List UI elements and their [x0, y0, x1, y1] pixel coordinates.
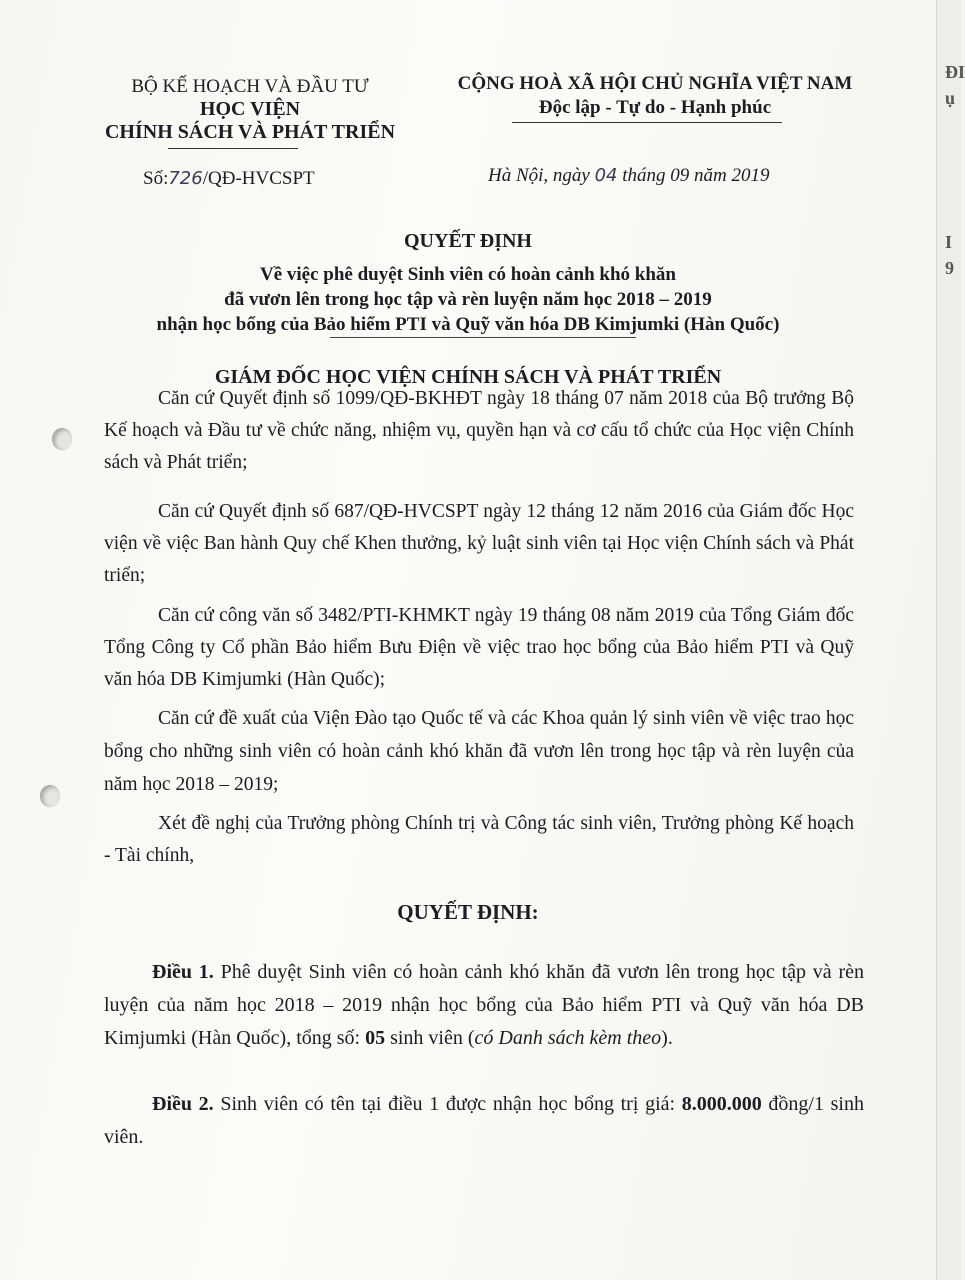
article-2: Điều 2. Sinh viên có tên tại điều 1 được nhận học bổng trị giá: 8.000.000 đồng/1 sinh viên. [104, 1093, 864, 1148]
scholarship-amount: 8.000.000 [681, 1093, 762, 1115]
subject-underline [330, 337, 636, 338]
preamble-paragraph: Căn cứ đề xuất của Viện Đào tạo Quốc tế và các Khoa quản lý sinh viên về việc trao học bổng cho những sinh viên có hoàn cảnh khó khăn đã vươn lên trong học tập và rèn luyện của năm học 2018 – 2019; [104, 708, 854, 795]
preamble-paragraph: Căn cứ Quyết định số 1099/QĐ-BKHĐT ngày 18 tháng 07 năm 2018 của Bộ trưởng Bộ Kế hoạch và Đầu tư về chức năng, nhiệm vụ, quyền hạn và cơ cấu tổ chức của Học viện Chính sách và Phát triển; [104, 388, 854, 473]
article-1: Điều 1. Phê duyệt Sinh viên có hoàn cảnh khó khăn đã vươn lên trong học tập và rèn luyện của năm học 2018 – 2019 nhận học bổng của Bảo hiểm PTI và Quỹ văn hóa DB Kimjumki (Hàn Quốc), tổng số: 05 sinh viên (có Danh sách kèm theo). [104, 961, 865, 1049]
preamble-paragraph: Căn cứ Quyết định số 687/QĐ-HVCSPT ngày 12 tháng 12 năm 2016 của Giám đốc Học viện về việc Ban hành Quy chế Khen thưởng, kỷ luật sinh viên tại Học viện Chính sách và Phát triển; [104, 501, 854, 586]
institute-name-line2: CHÍNH SÁCH VÀ PHÁT TRIỂN [104, 121, 396, 143]
next-page-fragment: 9 [945, 258, 954, 278]
issuer-block [60, 75, 440, 144]
article-1-label: Điều 1. [152, 961, 214, 983]
document-number: Số:726/QĐ-HVCSPT [143, 168, 315, 189]
ministry-name: BỘ KẾ HOẠCH VÀ ĐẦU TƯ [131, 76, 369, 97]
punch-hole [52, 428, 72, 450]
preamble-paragraph: Xét đề nghị của Trưởng phòng Chính trị và Công tác sinh viên, Trưởng phòng Kế hoạch - Tài chính, [104, 813, 854, 866]
national-motto: Độc lập - Tự do - Hạnh phúc [538, 97, 772, 118]
institute-name-line1: HỌC VIỆN [199, 98, 301, 120]
decision-heading: QUYẾT ĐỊNH: [397, 900, 539, 924]
issuer-underline [168, 148, 298, 149]
document-date: Hà Nội, ngày 04 tháng 09 năm 2019 [488, 165, 770, 186]
handwritten-number: 726 [168, 168, 203, 189]
student-count: 05 [365, 1027, 386, 1049]
article-2-label: Điều 2. [152, 1093, 214, 1115]
attachment-note: có Danh sách kèm theo [474, 1027, 662, 1049]
issuing-authority: GIÁM ĐỐC HỌC VIỆN CHÍNH SÁCH VÀ PHÁT TRIỂN [214, 366, 722, 388]
decision-title: QUYẾT ĐỊNH [404, 230, 532, 252]
country-name: CỘNG HOÀ XÃ HỘI CHỦ NGHĨA VIỆT NAM [457, 73, 853, 94]
next-page-fragment: ĐI [945, 62, 965, 82]
decision-subject: Về việc phê duyệt Sinh viên có hoàn cảnh khó khăn đã vươn lên trong học tập và rèn luyện năm học 2018 – 2019 nhận học bổng của Bảo hiểm PTI và Quỹ văn hóa DB Kimjumki (Hàn Quốc) [156, 264, 780, 335]
national-header [420, 72, 890, 120]
motto-underline [512, 122, 782, 123]
punch-hole [40, 785, 60, 807]
next-page-edge [936, 0, 965, 1280]
next-page-fragment: I [945, 232, 953, 252]
preamble-paragraph: Căn cứ công văn số 3482/PTI-KHMKT ngày 19 tháng 08 năm 2019 của Tổng Giám đốc Tổng Công ty Cổ phần Bảo hiểm Bưu Điện về việc trao học bổng của Bảo hiểm PTI và Quỹ văn hóa DB Kimjumki (Hàn Quốc); [104, 605, 854, 690]
next-page-fragment: ụ [945, 88, 956, 108]
handwritten-day: 04 [594, 165, 618, 186]
